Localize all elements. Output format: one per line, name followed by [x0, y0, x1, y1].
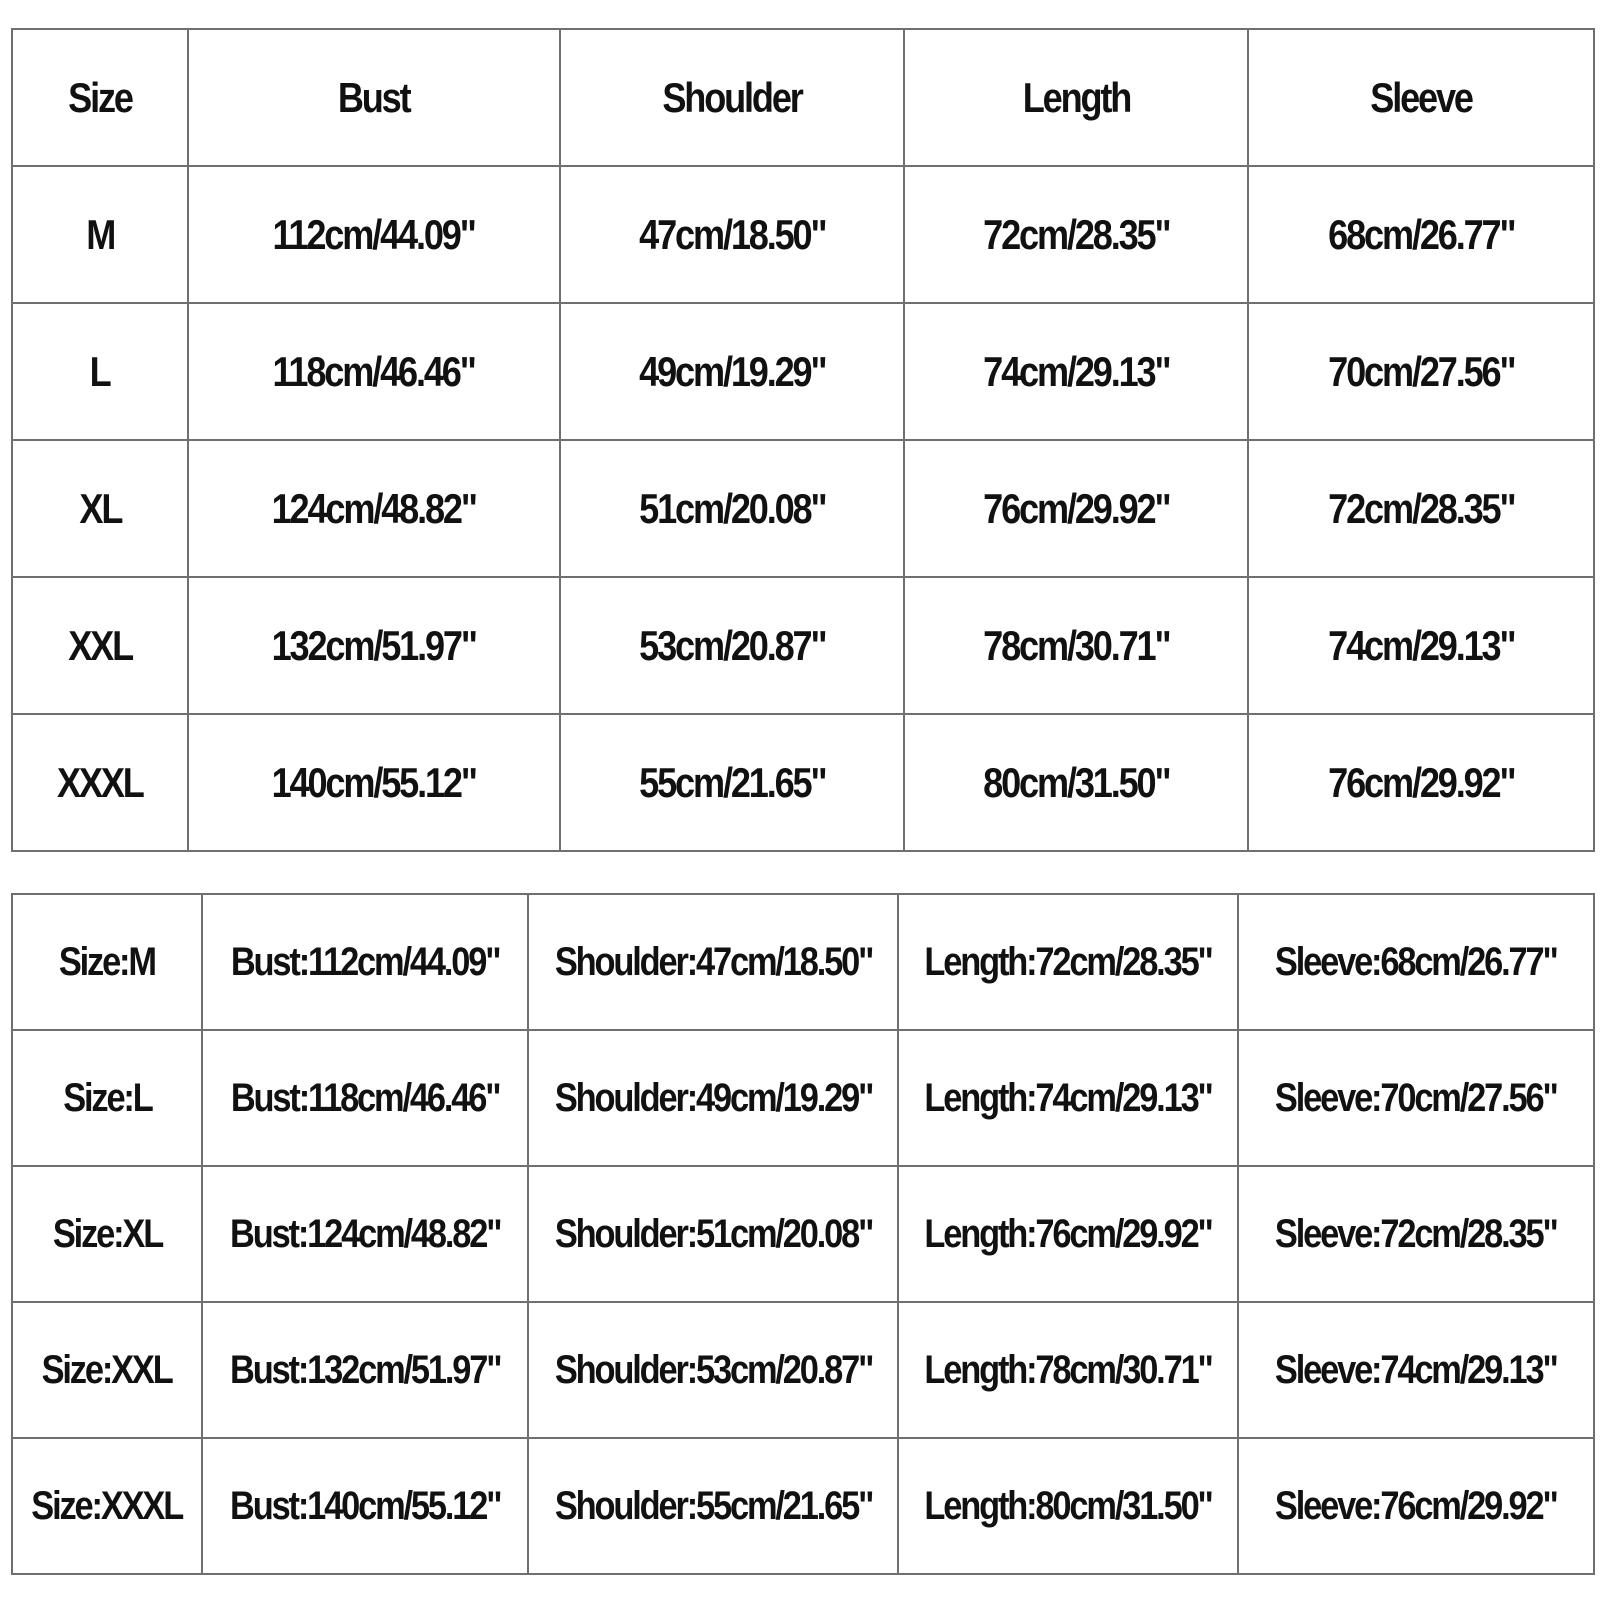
- sleeve-cell: 68cm/26.77": [1248, 166, 1594, 303]
- size-cell: XXL: [12, 577, 188, 714]
- header-length: Length: [904, 29, 1248, 166]
- size-cell: Size:XXXL: [12, 1438, 202, 1574]
- table-row: [12, 577, 1594, 714]
- size-cell: XL: [12, 440, 188, 577]
- header-size: Size: [12, 29, 188, 166]
- bust-cell: Bust:124cm/48.82": [202, 1166, 528, 1302]
- bust-cell: 124cm/48.82": [188, 440, 560, 577]
- length-cell: 74cm/29.13": [904, 303, 1248, 440]
- sleeve-cell: Sleeve:72cm/28.35": [1238, 1166, 1594, 1302]
- sleeve-cell: Sleeve:76cm/29.92": [1238, 1438, 1594, 1574]
- length-cell: Length:78cm/30.71": [898, 1302, 1238, 1438]
- shoulder-cell: 55cm/21.65": [560, 714, 904, 851]
- bust-cell: 132cm/51.97": [188, 577, 560, 714]
- bust-cell: Bust:140cm/55.12": [202, 1438, 528, 1574]
- shoulder-cell: Shoulder:51cm/20.08": [528, 1166, 898, 1302]
- table-row: [12, 1166, 1594, 1302]
- table-row: [12, 1302, 1594, 1438]
- table-row: [12, 894, 1594, 1030]
- size-cell: Size:M: [12, 894, 202, 1030]
- shoulder-cell: 53cm/20.87": [560, 577, 904, 714]
- shoulder-cell: Shoulder:55cm/21.65": [528, 1438, 898, 1574]
- header-bust: Bust: [188, 29, 560, 166]
- length-cell: 72cm/28.35": [904, 166, 1248, 303]
- bust-cell: 140cm/55.12": [188, 714, 560, 851]
- size-chart-labeled-table: [11, 893, 1595, 1575]
- size-cell: XXXL: [12, 714, 188, 851]
- table-row: [12, 714, 1594, 851]
- table-row: [12, 440, 1594, 577]
- size-cell: Size:XXL: [12, 1302, 202, 1438]
- header-shoulder: Shoulder: [560, 29, 904, 166]
- bust-cell: Bust:112cm/44.09": [202, 894, 528, 1030]
- size-cell: L: [12, 303, 188, 440]
- sleeve-cell: Sleeve:74cm/29.13": [1238, 1302, 1594, 1438]
- size-cell: Size:L: [12, 1030, 202, 1166]
- length-cell: 80cm/31.50": [904, 714, 1248, 851]
- sleeve-cell: Sleeve:70cm/27.56": [1238, 1030, 1594, 1166]
- length-cell: Length:80cm/31.50": [898, 1438, 1238, 1574]
- table-row: [12, 303, 1594, 440]
- size-cell: Size:XL: [12, 1166, 202, 1302]
- shoulder-cell: Shoulder:53cm/20.87": [528, 1302, 898, 1438]
- header-row: [12, 29, 1594, 166]
- header-sleeve: Sleeve: [1248, 29, 1594, 166]
- length-cell: 78cm/30.71": [904, 577, 1248, 714]
- sleeve-cell: Sleeve:68cm/26.77": [1238, 894, 1594, 1030]
- shoulder-cell: 51cm/20.08": [560, 440, 904, 577]
- sleeve-cell: 76cm/29.92": [1248, 714, 1594, 851]
- table-row: [12, 166, 1594, 303]
- sleeve-cell: 70cm/27.56": [1248, 303, 1594, 440]
- length-cell: Length:72cm/28.35": [898, 894, 1238, 1030]
- bust-cell: 118cm/46.46": [188, 303, 560, 440]
- length-cell: Length:76cm/29.92": [898, 1166, 1238, 1302]
- shoulder-cell: Shoulder:47cm/18.50": [528, 894, 898, 1030]
- size-chart-table: [11, 28, 1595, 852]
- shoulder-cell: Shoulder:49cm/19.29": [528, 1030, 898, 1166]
- sleeve-cell: 74cm/29.13": [1248, 577, 1594, 714]
- length-cell: 76cm/29.92": [904, 440, 1248, 577]
- table-row: [12, 1030, 1594, 1166]
- bust-cell: Bust:118cm/46.46": [202, 1030, 528, 1166]
- bust-cell: 112cm/44.09": [188, 166, 560, 303]
- length-cell: Length:74cm/29.13": [898, 1030, 1238, 1166]
- size-cell: M: [12, 166, 188, 303]
- shoulder-cell: 49cm/19.29": [560, 303, 904, 440]
- table-row: [12, 1438, 1594, 1574]
- shoulder-cell: 47cm/18.50": [560, 166, 904, 303]
- bust-cell: Bust:132cm/51.97": [202, 1302, 528, 1438]
- sleeve-cell: 72cm/28.35": [1248, 440, 1594, 577]
